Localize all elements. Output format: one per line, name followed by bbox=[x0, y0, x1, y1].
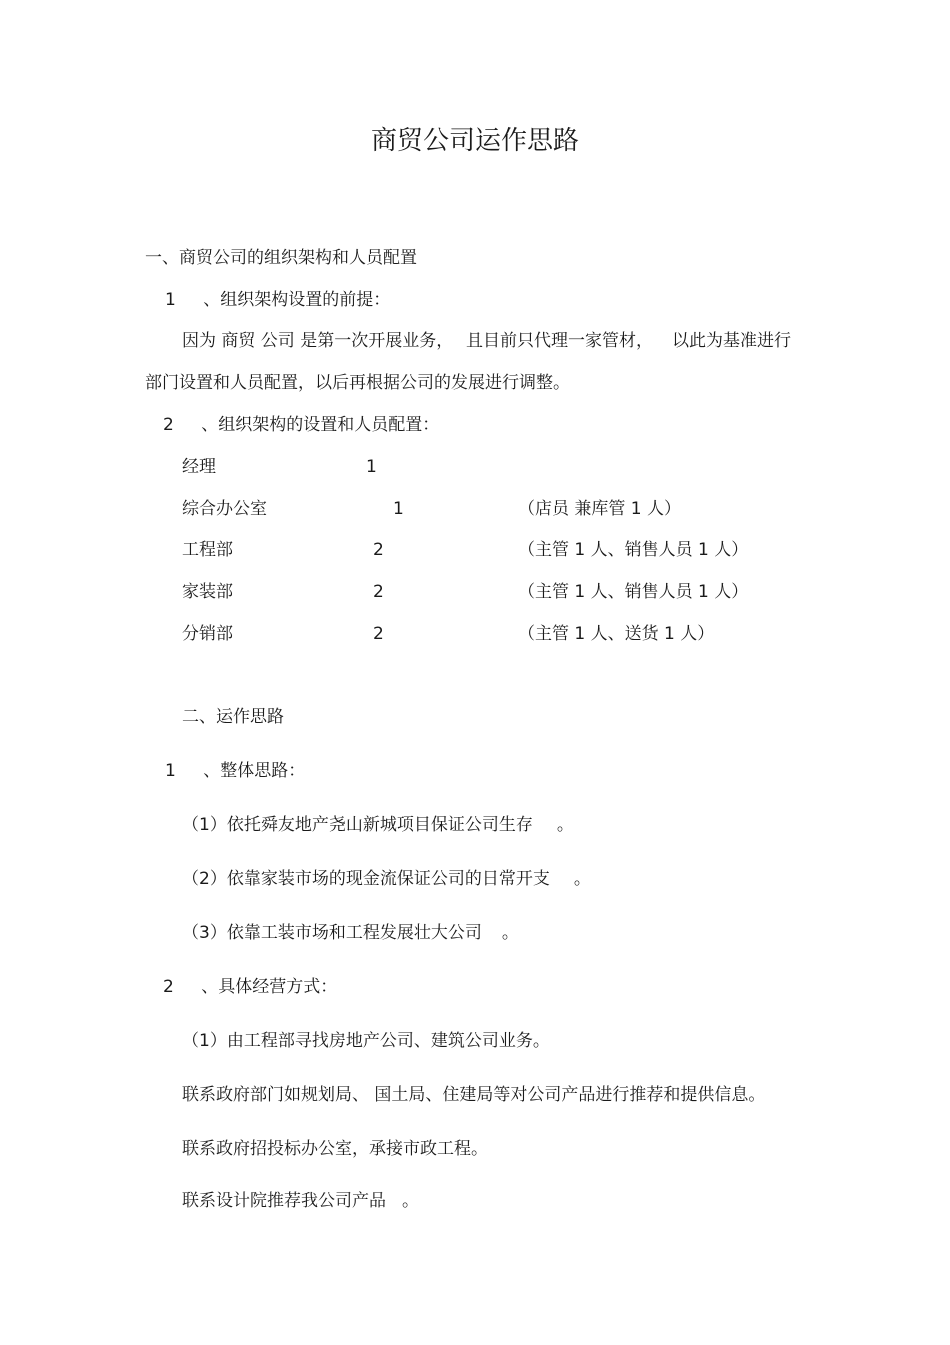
section1-heading: 一、商贸公司的组织架构和人员配置 bbox=[145, 248, 417, 268]
item-number: 1 bbox=[165, 761, 176, 781]
section1-item2 bbox=[163, 417, 439, 434]
section1-item1 bbox=[165, 292, 390, 309]
contact-line-2: 联系政府招投标办公室，承接市政工程。 bbox=[182, 1139, 488, 1159]
contact-text: 联系设计院推荐我公司产品 bbox=[182, 1191, 386, 1211]
staff-note: （主管 1 人、销售人员 1 人） bbox=[518, 582, 749, 602]
document-title: 商贸公司运作思路 bbox=[370, 126, 579, 156]
method-1: （1）由工程部寻找房地产公司、建筑公司业务。 bbox=[182, 1031, 550, 1051]
staff-count: 2 bbox=[373, 540, 384, 560]
item-number: 1 bbox=[165, 290, 176, 310]
staff-note: （店员 兼库管 1 人） bbox=[518, 499, 682, 519]
paragraph-line-1c: 以此为基准进行 bbox=[672, 331, 791, 351]
staff-count: 2 bbox=[373, 582, 384, 602]
paragraph-line-2: 部门设置和人员配置，以后再根据公司的发展进行调整。 bbox=[145, 373, 570, 393]
item-text: 、组织架构的设置和人员配置： bbox=[201, 415, 440, 435]
section2-item1 bbox=[165, 763, 305, 780]
point-text: （2）依靠家装市场的现金流保证公司的日常开支 bbox=[182, 869, 550, 889]
item-text: 、具体经营方式： bbox=[201, 977, 338, 997]
staff-count: 1 bbox=[393, 499, 404, 519]
point-1 bbox=[182, 817, 574, 834]
staff-dept: 家装部 bbox=[182, 582, 233, 602]
paragraph-line-1b: 且目前只代理一家管材， bbox=[466, 331, 653, 351]
paragraph-line-1a: 因为 商贸 公司 是第一次开展业务， bbox=[182, 331, 454, 351]
section2-item2 bbox=[163, 979, 337, 996]
point-2 bbox=[182, 871, 591, 888]
item-text: 、组织架构设置的前提： bbox=[203, 290, 391, 310]
contact-end: 。 bbox=[402, 1191, 419, 1211]
staff-dept: 综合办公室 bbox=[182, 499, 267, 519]
section2-heading: 二、运作思路 bbox=[182, 707, 284, 727]
staff-note: （主管 1 人、销售人员 1 人） bbox=[518, 540, 749, 560]
item-number: 2 bbox=[163, 415, 174, 435]
point-text: （1）依托舜友地产尧山新城项目保证公司生存 bbox=[182, 815, 533, 835]
staff-count: 1 bbox=[366, 457, 377, 477]
point-end: 。 bbox=[573, 869, 591, 889]
contact-line-3 bbox=[182, 1193, 419, 1210]
point-end: 。 bbox=[556, 815, 574, 835]
staff-note: （主管 1 人、送货 1 人） bbox=[518, 624, 715, 644]
staff-count: 2 bbox=[373, 624, 384, 644]
point-text: （3）依靠工装市场和工程发展壮大公司 bbox=[182, 923, 482, 943]
item-text: 、整体思路： bbox=[203, 761, 306, 781]
staff-dept: 分销部 bbox=[182, 624, 233, 644]
contact-line-1: 联系政府部门如规划局、 国土局、住建局等对公司产品进行推荐和提供信息。 bbox=[182, 1085, 766, 1105]
point-3 bbox=[182, 925, 519, 942]
staff-dept: 工程部 bbox=[182, 540, 233, 560]
point-end: 。 bbox=[501, 923, 519, 943]
staff-dept: 经理 bbox=[182, 457, 216, 477]
item-number: 2 bbox=[163, 977, 174, 997]
